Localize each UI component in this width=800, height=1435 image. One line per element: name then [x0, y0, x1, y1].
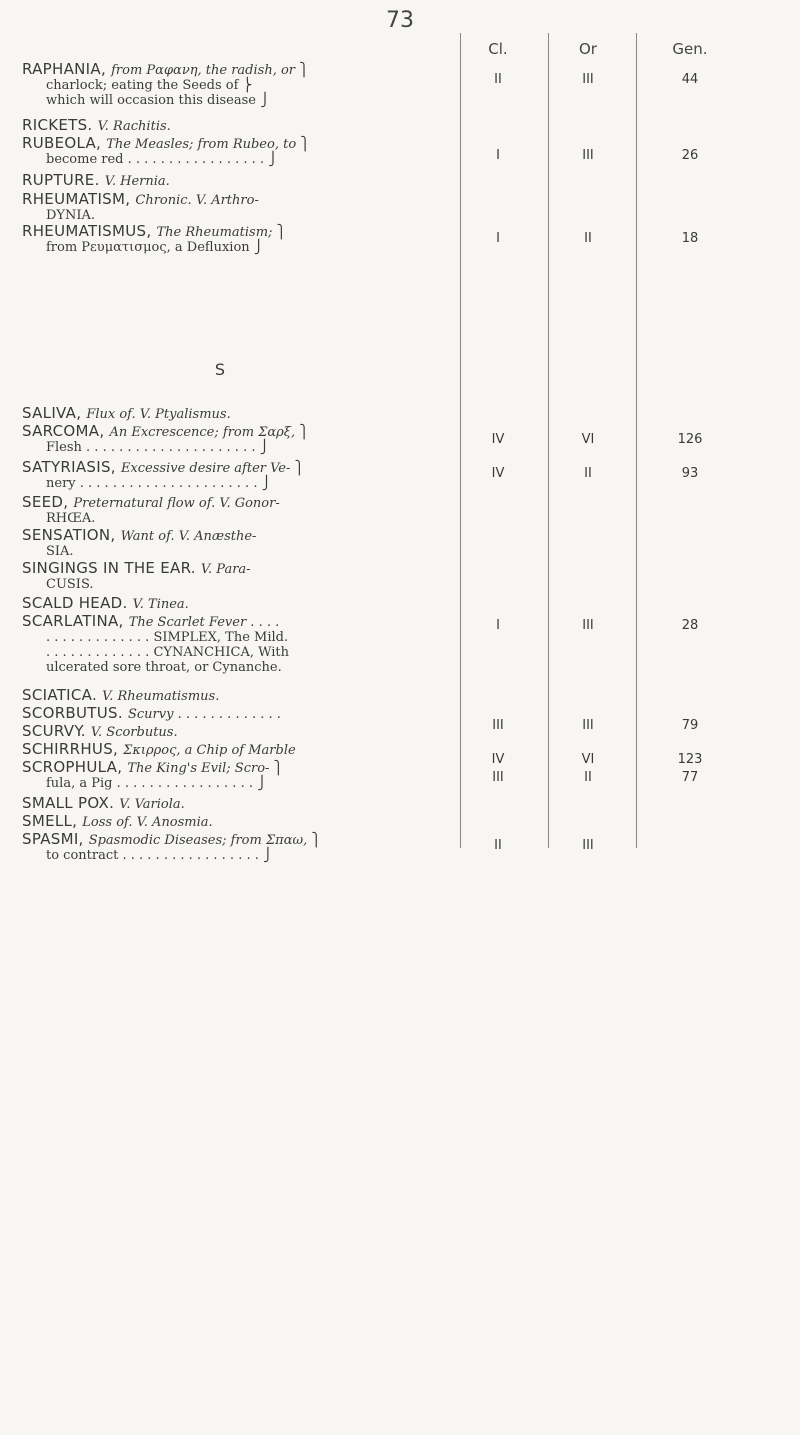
entry-headword: SMELL,	[22, 812, 83, 830]
entry-definition: V. Rheumatismus.	[102, 689, 220, 704]
order-value: VI	[581, 432, 595, 447]
order-value: III	[582, 72, 594, 87]
entry-definition: The Rheumatism; ⎫	[156, 225, 287, 240]
entry	[22, 118, 462, 134]
header-class: Cl.	[488, 40, 508, 58]
entry-continuation: become red . . . . . . . . . . . . . . . . . ⎭	[46, 152, 278, 167]
column-rule	[548, 33, 549, 848]
entry	[22, 528, 462, 559]
entry-headword: RHEUMATISMUS,	[22, 222, 157, 240]
entry	[22, 742, 462, 758]
entry-headword: RHEUMATISM,	[22, 190, 136, 208]
entry-continuation: DYNIA.	[46, 208, 96, 223]
entry-headword: SCHIRRHUS,	[22, 740, 124, 758]
genus-value: 44	[681, 72, 699, 87]
order-value: VI	[581, 752, 595, 767]
order-value: II	[584, 770, 592, 785]
entry	[22, 406, 462, 422]
entry-headword: SENSATION,	[22, 526, 121, 544]
entry	[22, 688, 462, 704]
order-value: III	[582, 148, 594, 163]
entry-definition: V. Hernia.	[104, 174, 170, 189]
entry-definition: Σκιρρος, a Chip of Marble	[123, 743, 296, 758]
entry	[22, 495, 462, 526]
class-value: IV	[491, 752, 505, 767]
entry-headword: SINGINGS IN THE EAR.	[22, 559, 201, 577]
entry	[22, 724, 462, 740]
entry-definition: Excessive desire after Ve- ⎫	[120, 461, 305, 476]
entry	[22, 832, 462, 863]
order-value: III	[582, 618, 594, 633]
entry-definition: from Ραφανη, the radish, or ⎫	[111, 63, 309, 78]
entry-continuation: RHŒA.	[46, 511, 96, 526]
entry-continuation: SIA.	[46, 544, 74, 559]
entry	[22, 224, 462, 255]
entry-definition: V. Para-	[200, 562, 251, 577]
genus-value: 26	[681, 148, 699, 163]
entry-continuation: CUSIS.	[46, 577, 94, 592]
class-value: III	[492, 770, 504, 785]
order-value: II	[584, 231, 592, 246]
entry-headword: RUBEOLA,	[22, 134, 107, 152]
entry-definition: The Scarlet Fever . . . .	[128, 615, 280, 630]
order-value: II	[584, 466, 592, 481]
entry-continuation: to contract . . . . . . . . . . . . . . . . . ⎭	[46, 848, 273, 863]
genus-value: 28	[681, 618, 699, 633]
order-value: III	[582, 718, 594, 733]
entry-headword: RUPTURE.	[22, 171, 105, 189]
entry-definition: The King's Evil; Scro- ⎫	[127, 761, 284, 776]
entry	[22, 424, 462, 455]
entry-definition: V. Scorbutus.	[90, 725, 178, 740]
order-value: III	[582, 838, 594, 853]
page-number: 73	[386, 8, 414, 33]
entry-definition: Preternatural flow of. V. Gonor-	[73, 496, 280, 511]
class-value: II	[494, 838, 502, 853]
entry-definition: Chronic. V. Arthro-	[135, 193, 259, 208]
entry-definition: An Excrescence; from Σαρξ, ⎫	[109, 425, 309, 440]
entry-definition: Want of. V. Anæsthe-	[120, 529, 257, 544]
entry-headword: SALIVA,	[22, 404, 87, 422]
entry-continuation: nery . . . . . . . . . . . . . . . . . . . . . . ⎭	[46, 476, 272, 491]
genus-value: 126	[677, 432, 703, 447]
entry-headword: SCARLATINA,	[22, 612, 129, 630]
entry-headword: SMALL POX.	[22, 794, 120, 812]
class-value: I	[496, 618, 500, 633]
class-value: I	[496, 231, 500, 246]
entry-continuation: . . . . . . . . . . . . . SIMPLEX, The Mild.	[46, 630, 289, 645]
entry-definition: The Measles; from Rubeo, to ⎫	[106, 137, 311, 152]
entry-continuation: ulcerated sore throat, or Cynanche.	[46, 660, 282, 675]
entry-headword: SCORBUTUS.	[22, 704, 128, 722]
entry	[22, 596, 462, 612]
entry	[22, 760, 462, 791]
class-value: III	[492, 718, 504, 733]
entry	[22, 173, 462, 189]
header-genus: Gen.	[672, 40, 708, 58]
entry-headword: SARCOMA,	[22, 422, 110, 440]
class-value: IV	[491, 466, 505, 481]
genus-value: 123	[677, 752, 703, 767]
class-value: II	[494, 72, 502, 87]
entry-headword: RAPHANIA,	[22, 60, 112, 78]
entry	[22, 814, 462, 830]
class-value: I	[496, 148, 500, 163]
entry-headword: SCURVY.	[22, 722, 91, 740]
entry	[22, 192, 462, 223]
entry-definition: Flux of. V. Ptyalismus.	[86, 407, 231, 422]
entry	[22, 136, 462, 167]
entry	[22, 62, 462, 108]
entry	[22, 460, 462, 491]
entry-continuation: charlock; eating the Seeds of ⎬	[46, 78, 253, 93]
entry-headword: RICKETS.	[22, 116, 98, 134]
entry-headword: SCIATICA.	[22, 686, 103, 704]
entry-definition: Loss of. V. Anosmia.	[82, 815, 213, 830]
entry-continuation: . . . . . . . . . . . . . CYNANCHICA, With	[46, 645, 290, 660]
entry-definition: Scurvy . . . . . . . . . . . . .	[128, 707, 281, 722]
entry-continuation: from Ρευματισμος, a Defluxion ⎭	[46, 240, 264, 255]
entry-headword: SCROPHULA,	[22, 758, 128, 776]
entry-definition: Spasmodic Diseases; from Σπαω, ⎫	[88, 833, 322, 848]
entry-continuation: fula, a Pig . . . . . . . . . . . . . . . . . ⎭	[46, 776, 267, 791]
column-rule	[636, 33, 637, 848]
entry-definition: V. Variola.	[119, 797, 185, 812]
entry-headword: SPASMI,	[22, 830, 89, 848]
entry-continuation: Flesh . . . . . . . . . . . . . . . . . . . . . ⎭	[46, 440, 270, 455]
section-letter: S	[214, 360, 226, 379]
header-order: Or	[579, 40, 597, 58]
entry-headword: SEED,	[22, 493, 74, 511]
genus-value: 77	[681, 770, 699, 785]
entry-headword: SCALD HEAD.	[22, 594, 133, 612]
genus-value: 79	[681, 718, 699, 733]
entry	[22, 614, 462, 675]
genus-value: 18	[681, 231, 699, 246]
genus-value: 93	[681, 466, 699, 481]
entry-definition: V. Tinea.	[132, 597, 189, 612]
entry	[22, 706, 462, 722]
class-value: IV	[491, 432, 505, 447]
entry-headword: SATYRIASIS,	[22, 458, 121, 476]
entry-definition: V. Rachitis.	[97, 119, 171, 134]
entry	[22, 796, 462, 812]
entry-continuation: which will occasion this disease ⎭	[46, 93, 270, 108]
entry	[22, 561, 462, 592]
